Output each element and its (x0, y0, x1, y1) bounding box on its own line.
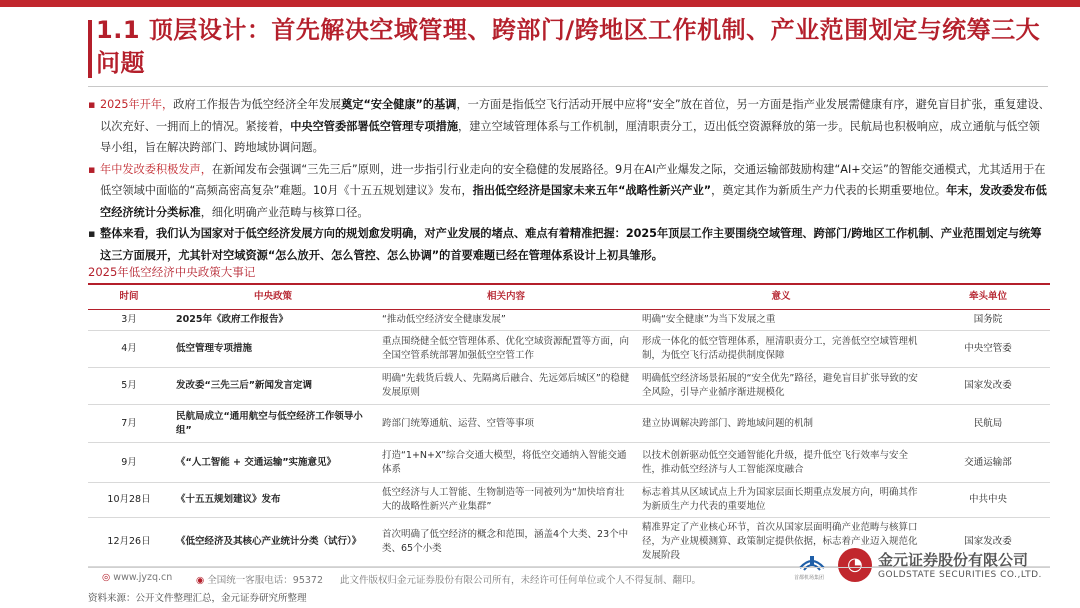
table-row (88, 443, 1050, 483)
goldstate-logo-icon: ◔ (838, 548, 872, 582)
bullet-lead: 年中发改委积极发声， (100, 162, 212, 176)
cell-unit: 中共中央 (926, 483, 1050, 518)
globe-icon: ◎ (102, 572, 111, 583)
cell-unit: 国务院 (926, 310, 1050, 331)
cell-significance: 明确“安全健康”为当下发展之重 (636, 310, 926, 331)
logo-mark-label: 首都机场集团 (794, 575, 825, 581)
source-note: 资料来源：公开文件整理汇总，金元证券研究所整理 (88, 593, 307, 604)
cell-content: “推动低空经济安全健康发展” (376, 310, 636, 331)
cell-unit: 民航局 (926, 405, 1050, 443)
cell-time: 9月 (88, 443, 170, 483)
footer-disclaimer: 此文件版权归金元证券股份有限公司所有，未经许可任何单位或个人不得复制、翻印。 (340, 575, 702, 586)
bullet-text: 政府工作报告为低空经济全年发展 (173, 98, 342, 111)
page-title: 1.1 顶层设计：首先解决空域管理、跨部门/跨地区工作机制、产业范围划定与统筹三大问题 (96, 16, 1041, 77)
cell-policy: 发改委“三先三后”新闻发言定调 (170, 368, 376, 405)
bullet-text: ，细化明确产业范畴与核算口径。 (200, 205, 369, 219)
title-divider (88, 86, 1048, 87)
bullet-list (88, 94, 1050, 266)
table-row (88, 331, 1050, 368)
table-row (88, 368, 1050, 405)
bullet-text: ，建立空域管理体系与工作机制，厘清职责分工，迈出低空资源释放的第一步。民航局也积极响应，成立通航与低空领导小组，旨在解决跨部门、跨地域协调问题。 (100, 119, 1040, 154)
cell-significance: 标志着其从区域试点上升为国家层面长期重点发展方向，明确其作为新质生产力代表的重要地位 (636, 483, 926, 518)
table-row (88, 483, 1050, 518)
cell-significance: 形成一体化的低空管理体系，厘清职责分工，完善低空空域管理机制，为低空飞行活动提供制度保障 (636, 331, 926, 368)
bullet-text: ，一方面是指低空飞行活动开展中应将“安全”放在首位，另一方面是指产业发展需健康有序，避免盲目扩张，重复建设、以次充好、一拥而上的情况。紧接着， (100, 98, 1050, 133)
table-body (88, 310, 1050, 567)
cell-time: 4月 (88, 331, 170, 368)
logo-company-en: GOLDSTATE SECURITIES CO.,LTD. (878, 570, 1042, 580)
cell-time: 5月 (88, 368, 170, 405)
cell-unit: 国家发改委 (926, 518, 1050, 567)
policy-table (88, 283, 1050, 567)
logo-company-cn: 金元证券股份有限公司 (878, 551, 1029, 569)
phone-icon: ◉ (196, 575, 205, 586)
cell-time: 12月26日 (88, 518, 170, 567)
table-header-row (88, 284, 1050, 310)
bullet-emphasis: 整体来看，我们认为国家对于低空经济发展方向的规划愈发明确，对产业发展的堵点、难点有着精准把握：2025年顶层工作主要围绕空域管理、跨部门/跨地区工作机制、产业范围划定与统筹这三方面展开，尤其针对空域资源“怎么放开、怎么管控、怎么协调”的首要难题已经在管理体系设计上初具雏形。 (100, 227, 1042, 262)
cell-content: 跨部门统筹通航、运营、空管等事项 (376, 405, 636, 443)
cell-unit: 中央空管委 (926, 331, 1050, 368)
bullet-text: 在新闻发布会强调“三先三后”原则，进一步指引行业走向的安全稳健的发展路径。9月在AI产业爆发之际，交通运输部鼓励构建“AI+交运”的智能交通模式，尤其适用于在低空领域中面临的“高频高密高复杂”难题。10月《十五五规划建议》发布， (100, 162, 1046, 197)
footer-website[interactable]: ◎ www.jyzq.cn (102, 572, 173, 583)
cell-content: 低空经济与人工智能、生物制造等一同被列为“加快培育壮大的战略性新兴产业集群” (376, 483, 636, 518)
header-significance: 意义 (636, 284, 926, 310)
cell-policy: 低空管理专项措施 (170, 331, 376, 368)
bullet-item (88, 159, 1050, 224)
cell-policy: 民航局成立“通用航空与低空经济工作领导小组” (170, 405, 376, 443)
bullet-text: ，奠定其作为新质生产力代表的长期重要地位。 (711, 184, 947, 197)
cell-policy: 《十五五规划建议》发布 (170, 483, 376, 518)
cell-time: 3月 (88, 310, 170, 331)
cell-content: 首次明确了低空经济的概念和范围，涵盖4个大类、23个中类、65个小类 (376, 518, 636, 567)
table-caption: 2025年低空经济中央政策大事记 (88, 265, 256, 279)
bullet-emphasis: 奠定“安全健康”的基调 (341, 98, 457, 111)
cell-content: 打造“1+N+X”综合交通大模型，将低空交通纳入智能交通体系 (376, 443, 636, 483)
cell-significance: 精准界定了产业核心环节，首次从国家层面明确产业范畴与核算口径，为产业规模测算、政策制定提供依据，标志着产业迈入规范化发展阶段 (636, 518, 926, 567)
cell-policy: 2025年《政府工作报告》 (170, 310, 376, 331)
cell-significance: 明确低空经济场景拓展的“安全优先”路径，避免盲目扩张导致的安全风险，引导产业循序渐进规模化 (636, 368, 926, 405)
cell-content: 明确“先载货后载人、先隔离后融合、先远郊后城区”的稳健发展原则 (376, 368, 636, 405)
bullet-item (88, 94, 1050, 159)
footer-hotline: ◉ 全国统一客服电话：95372 (196, 575, 324, 586)
cell-significance: 以技术创新驱动低空交通智能化升级，提升低空飞行效率与安全性，推动低空经济与人工智能深度融合 (636, 443, 926, 483)
header-policy: 中央政策 (170, 284, 376, 310)
cell-policy: 《低空经济及其核心产业统计分类（试行）》 (170, 518, 376, 567)
cell-time: 7月 (88, 405, 170, 443)
bullet-emphasis: 指出低空经济是国家未来五年“战略性新兴产业” (472, 184, 712, 197)
table-row (88, 310, 1050, 331)
bullet-emphasis: 年末，发改委发布低空经济统计分类标准 (100, 184, 1047, 219)
table-row (88, 405, 1050, 443)
title-accent-bar (88, 20, 92, 78)
bullet-lead: 2025年开年， (100, 98, 174, 111)
bullet-item (88, 223, 1050, 266)
header-time: 时间 (88, 284, 170, 310)
cell-unit: 交通运输部 (926, 443, 1050, 483)
footer-bar (88, 567, 1050, 590)
cell-content: 重点围绕健全低空管理体系、优化空域资源配置等方面，向全国空管系统部署加强低空空管工作 (376, 331, 636, 368)
cell-unit: 国家发改委 (926, 368, 1050, 405)
cell-significance: 建立协调解决跨部门、跨地域问题的机制 (636, 405, 926, 443)
top-accent-bar (0, 0, 1080, 7)
header-unit: 牵头单位 (926, 284, 1050, 310)
cell-time: 10月28日 (88, 483, 170, 518)
cell-policy: 《“人工智能 + 交通运输”实施意见》 (170, 443, 376, 483)
bullet-emphasis: 中央空管委部署低空管理专项措施 (290, 119, 459, 133)
header-content: 相关内容 (376, 284, 636, 310)
